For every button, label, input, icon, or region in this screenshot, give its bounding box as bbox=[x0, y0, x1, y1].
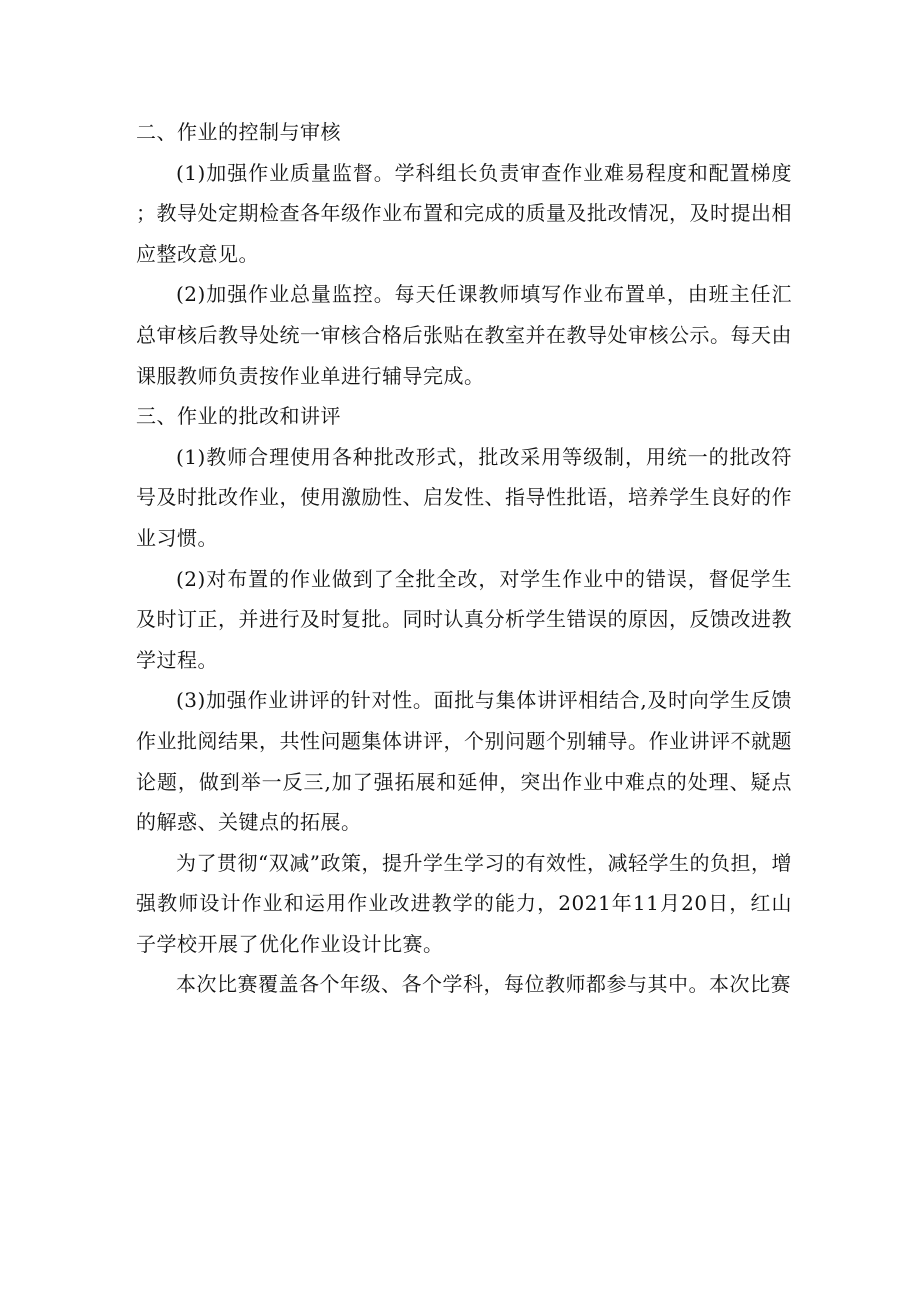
closing-section bbox=[136, 843, 792, 1005]
section-grading-review bbox=[136, 396, 792, 843]
paragraph: (2)加强作业总量监控。每天任课教师填写作业布置单，由班主任汇总审核后教导处统一审核合格后张贴在教室并在教导处审核公示。每天由课服教师负责按作业单进行辅导完成。 bbox=[136, 282, 792, 388]
paragraph: (1)加强作业质量监督。学科组长负责审查作业难易程度和配置梯度；教导处定期检查各年级作业布置和完成的质量及批改情况，及时提出相应整改意见。 bbox=[136, 160, 792, 266]
paragraph: 为了贯彻“双减”政策，提升学生学习的有效性，减轻学生的负担，增强教师设计作业和运用作业改进教学的能力，2021年11月20日，红山子学校开展了优化作业设计比赛。 bbox=[136, 850, 792, 956]
paragraph: (3)加强作业讲评的针对性。面批与集体讲评相结合,及时向学生反馈作业批阅结果，共性问题集体讲评，个别问题个别辅导。作业讲评不就题论题，做到举一反三,加了强拓展和延伸，突出作业中难点的处理、疑点的解惑、关键点的拓展。 bbox=[136, 688, 792, 835]
paragraph: (2)对布置的作业做到了全批全改，对学生作业中的错误，督促学生及时订正，并进行及时复批。同时认真分析学生错误的原因，反馈改进教学过程。 bbox=[136, 566, 792, 672]
section-control-review bbox=[136, 112, 792, 396]
section-heading: 三、作业的批改和讲评 bbox=[136, 404, 341, 429]
document-body bbox=[136, 112, 792, 1005]
section-heading: 二、作业的控制与审核 bbox=[136, 120, 341, 144]
paragraph: (1)教师合理使用各种批改形式，批改采用等级制，用统一的批改符号及时批改作业，使用激励性、启发性、指导性批语，培养学生良好的作业习惯。 bbox=[136, 444, 792, 550]
paragraph: 本次比赛覆盖各个年级、各个学科，每位教师都参与其中。本次比赛 bbox=[176, 972, 791, 997]
